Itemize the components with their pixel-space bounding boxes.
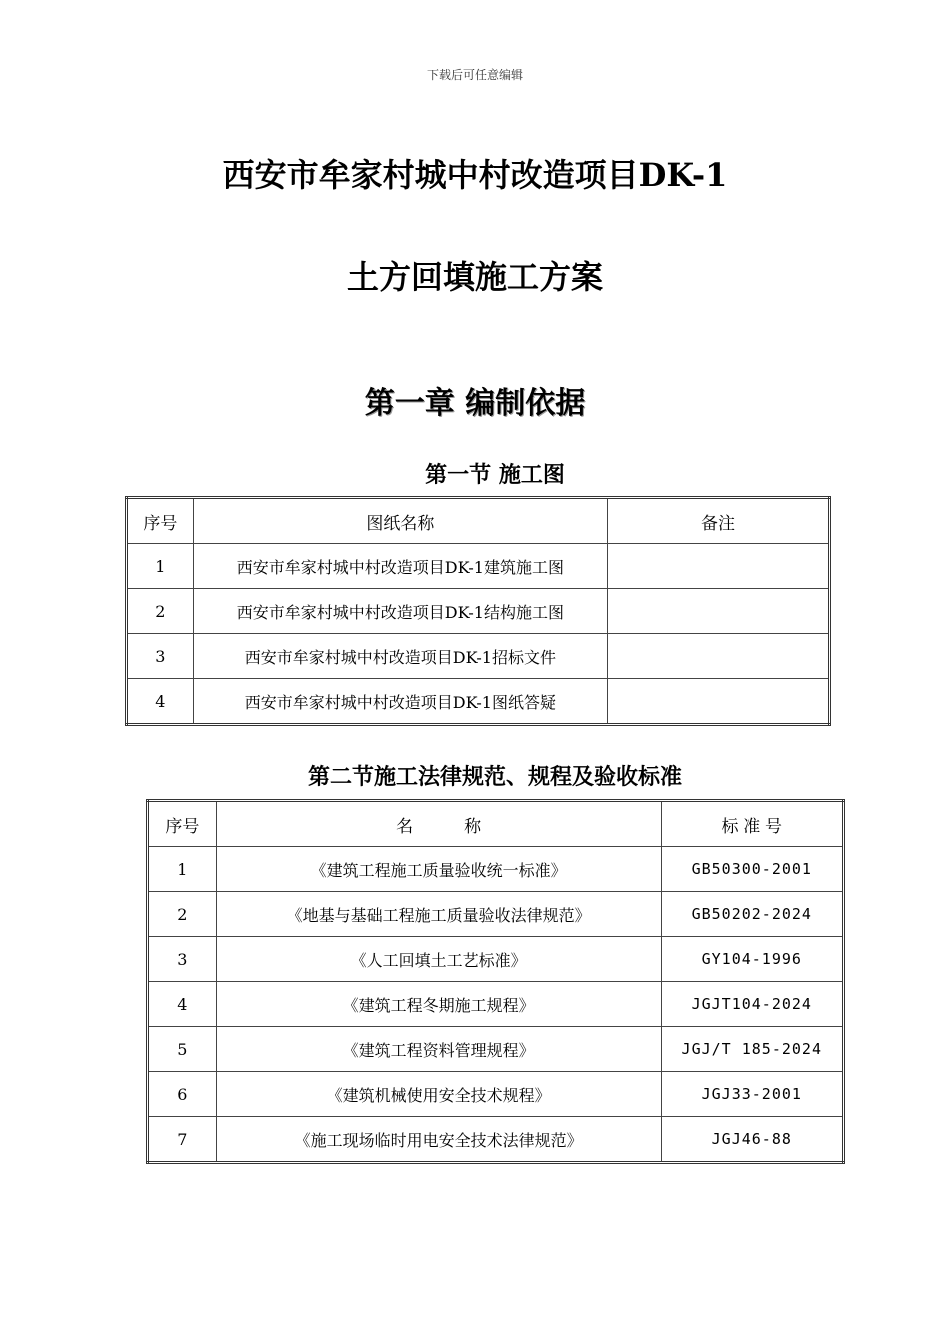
row-no: 5 <box>148 1027 217 1072</box>
row-drawing-name: 西安市牟家村城中村改造项目DK-1图纸答疑 <box>193 679 607 725</box>
table-row <box>148 892 844 937</box>
row-drawing-name: 西安市牟家村城中村改造项目DK-1建筑施工图 <box>193 544 607 589</box>
table-row <box>148 847 844 892</box>
row-no: 2 <box>148 892 217 937</box>
row-drawing-name: 西安市牟家村城中村改造项目DK-1招标文件 <box>193 634 607 679</box>
section2-title: 第二节施工法律规范、规程及验收标准 <box>307 764 682 790</box>
table-row <box>148 1072 844 1117</box>
table-row <box>127 679 830 725</box>
row-name: 《施工现场临时用电安全技术法律规范》 <box>216 1117 661 1163</box>
table-row <box>148 1027 844 1072</box>
row-name: 《建筑机械使用安全技术规程》 <box>216 1072 661 1117</box>
table-row <box>127 634 830 679</box>
row-remark <box>607 589 829 634</box>
row-drawing-name: 西安市牟家村城中村改造项目DK-1结构施工图 <box>193 589 607 634</box>
row-name: 《建筑工程施工质量验收统一标准》 <box>216 847 661 892</box>
header-remark: 备注 <box>607 498 829 544</box>
header-no: 序号 <box>148 801 217 847</box>
header-note: 下载后可任意编辑 <box>426 68 523 82</box>
row-no: 3 <box>127 634 194 679</box>
drawings-table <box>125 496 831 726</box>
row-no: 2 <box>127 589 194 634</box>
row-remark <box>607 679 829 725</box>
row-standard-code: JGJT104-2024 <box>661 982 843 1027</box>
row-standard-code: GB50202-2024 <box>661 892 843 937</box>
row-name: 《地基与基础工程施工质量验收法律规范》 <box>216 892 661 937</box>
row-no: 7 <box>148 1117 217 1163</box>
row-no: 1 <box>148 847 217 892</box>
table-row <box>148 982 844 1027</box>
chapter-title: 第一章 编制依据 <box>364 386 586 421</box>
row-standard-code: JGJ46-88 <box>661 1117 843 1163</box>
row-no: 6 <box>148 1072 217 1117</box>
header-name: 名 称 <box>216 801 661 847</box>
header-standard-code: 标 准 号 <box>661 801 843 847</box>
table-row <box>148 1117 844 1163</box>
row-no: 4 <box>148 982 217 1027</box>
row-standard-code: JGJ/T 185-2024 <box>661 1027 843 1072</box>
document-title-line2: 土方回填施工方案 <box>346 258 603 296</box>
row-standard-code: JGJ33-2001 <box>661 1072 843 1117</box>
document-title-line1: 西安市牟家村城中村改造项目DK-1 <box>222 156 728 194</box>
header-drawing-name: 图纸名称 <box>193 498 607 544</box>
row-no: 4 <box>127 679 194 725</box>
row-remark <box>607 544 829 589</box>
table-header-row <box>127 498 830 544</box>
row-no: 3 <box>148 937 217 982</box>
header-no: 序号 <box>127 498 194 544</box>
standards-table <box>146 799 845 1164</box>
row-standard-code: GB50300-2001 <box>661 847 843 892</box>
table-header-row <box>148 801 844 847</box>
row-no: 1 <box>127 544 194 589</box>
row-standard-code: GY104-1996 <box>661 937 843 982</box>
table-row <box>148 937 844 982</box>
row-name: 《建筑工程冬期施工规程》 <box>216 982 661 1027</box>
section1-title: 第一节 施工图 <box>425 462 565 488</box>
table-row <box>127 589 830 634</box>
row-remark <box>607 634 829 679</box>
row-name: 《建筑工程资料管理规程》 <box>216 1027 661 1072</box>
table-row <box>127 544 830 589</box>
row-name: 《人工回填土工艺标准》 <box>216 937 661 982</box>
